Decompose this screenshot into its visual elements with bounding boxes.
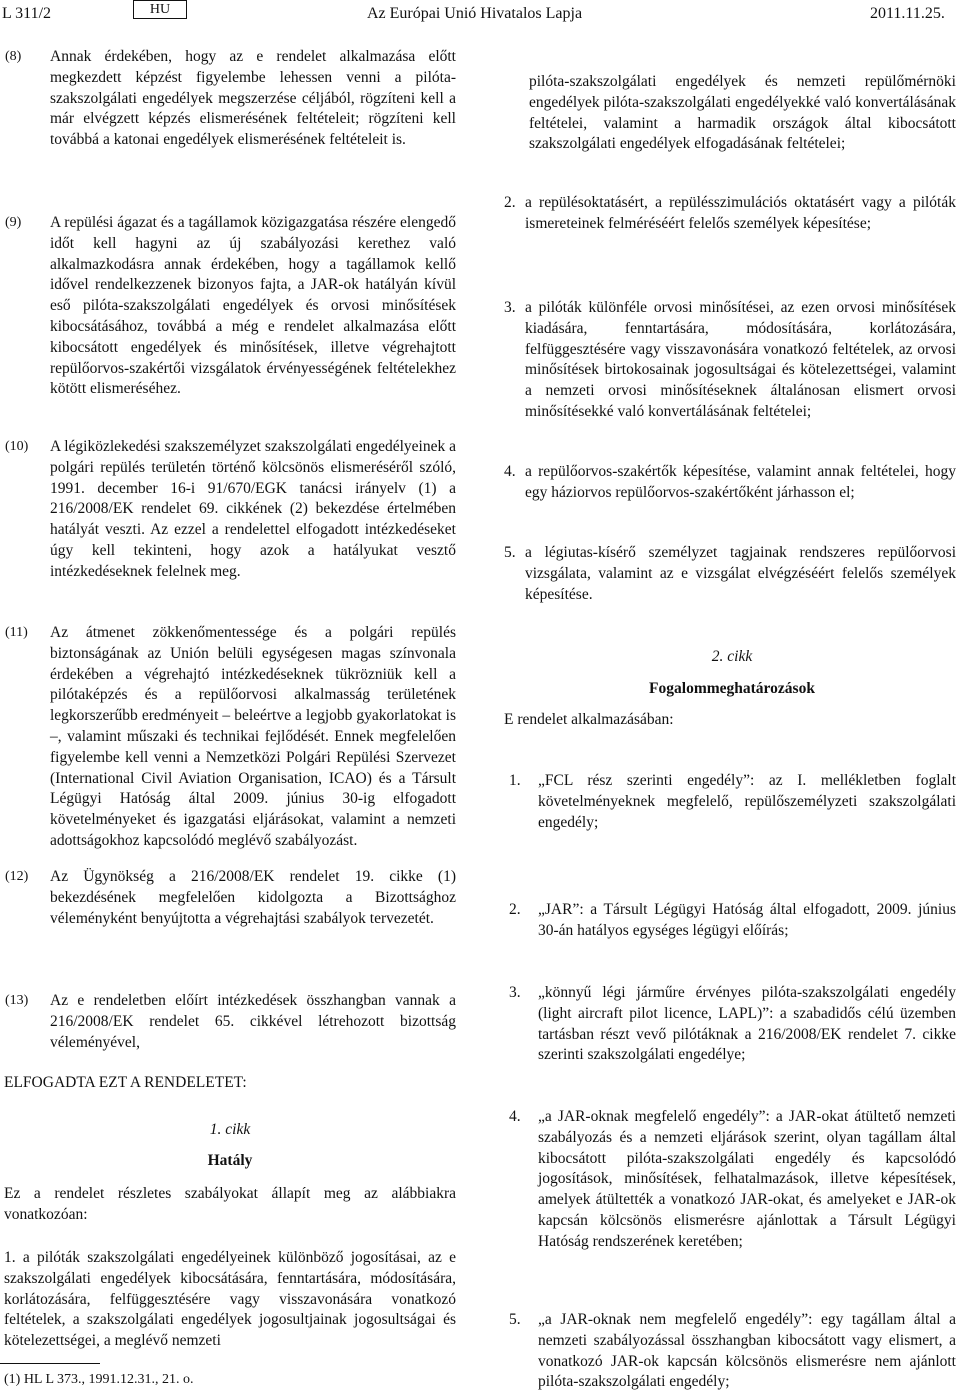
- article-1-item-3: [504, 298, 956, 423]
- definition-number: 3.: [509, 984, 521, 1001]
- article-1-intro: Ez a rendelet részletes szabályokat állapít meg az alábbiakra vonatkozóan:: [4, 1185, 456, 1223]
- item-text: a légiutas-kísérő személyzet tagjainak rendszeres repülőorvosi vizsgálata, valamint az e vizsgálat elvégzéséért felelős személyek képesítése.: [525, 544, 956, 603]
- adoption-statement: ELFOGADTA EZT A RENDELETET:: [4, 1074, 247, 1091]
- recital-text: A légiközlekedési szakszemélyzet szakszolgálati engedélyeinek a polgári repülés területén történő kölcsönös elismeréséről szóló, 1991. december 16-i 91/670/EGK tanácsi irányelv (1) a 216/2008/EK rendelet 69. cikkének (2) bekezdése értelmében hatályát veszti. Az ezzel a rendelettel elfogadott intézkedéseket úgy kell tekinteni, hogy azok a hatályukat vesztő intézkedéseknek felelnek meg.: [50, 438, 456, 580]
- recital-number: (13): [5, 993, 29, 1008]
- item-text: a repülésoktatásért, a repülésszimulációs oktatásért vagy a pilóták ismereteinek felméréséért felelős személyek képesítése;: [525, 194, 956, 232]
- journal-title: Az Európai Unió Hivatalos Lapja: [367, 5, 583, 22]
- definition-text: „FCL rész szerinti engedély”: az I. mellékletben foglalt követelményeknek megfelelő, repülőszemélyzeti szakszolgálati engedély;: [538, 772, 956, 831]
- definition-number: 2.: [509, 901, 521, 918]
- recital-13: [0, 991, 460, 1053]
- article-1-item-2: [504, 193, 956, 235]
- article-1-item-1: 1. a pilóták szakszolgálati engedélyeinek különböző jogosításai, az e szakszolgálati engedélyek kibocsátására, fenntartására, módosítására, korlátozására, felfüggesztésére vagy visszavonására vonatkozó feltételek, a szakszolgálati engedélyek jogosultjainak jogosultságai és kötelezettségei, a meglévő nemzeti: [4, 1249, 456, 1350]
- page-header: [0, 0, 960, 30]
- recital-number: (11): [5, 625, 28, 640]
- definition-text: „könnyű légi járműre érvényes pilóta-szakszolgálati engedély (light aircraft pilot licence, LAPL)”: a szabadidős célú üzemben tartásban részt vevő pilótáknak a 216/2008/EK rendelet 7. cikke szerinti szakszolgálati engedélye;: [538, 984, 956, 1064]
- recital-9: [0, 213, 460, 400]
- article-1-number: 1. cikk: [209, 1121, 251, 1138]
- language-box: HU: [133, 0, 187, 19]
- recital-text: A repülési ágazat és a tagállamok közigazgatása részére elengedő időt kell hagyni az új szabályozási kerethez való alkalmazkodásra annak érdekében, hogy a tagállamok kellő idővel rendelkezzenek bizonyos fajta, a JAR-ok hatályán kívül eső pilóta-szakszolgálati engedélyek és orvosi minősítések kibocsátásához, továbbá a még e rendelet alkalmazása előtt kibocsátott engedélyek és minősítések, illetve végrehajtott repülőorvos-szakértői vizsgálatok érvényességének feltételekhez kötött elismeréséhez.: [50, 214, 456, 398]
- definition-number: 1.: [509, 772, 521, 789]
- recital-text: Az Ügynökség a 216/2008/EK rendelet 19. cikke (1) bekezdésének megfelelően kidolgozta a Bizottsághoz véleményként benyújtotta a végrehajtási szabályok tervezetét.: [50, 868, 456, 927]
- definition-number: 4.: [509, 1108, 521, 1125]
- recital-number: (8): [5, 49, 22, 64]
- recital-8: [0, 47, 460, 151]
- definition-1: [509, 771, 956, 833]
- recital-text: Annak érdekében, hogy az e rendelet alkalmazása előtt megkezdett képzést figyelembe lehessen venni a pilóta-szakszolgálati engedélyek megszerzése céljából, rögzíteni kell a már elvégzett képzés elismerésének feltételeit; rögzíteni kell továbbá a katonai engedélyek elismerésének feltételeit is.: [50, 48, 456, 149]
- article-2-title: Fogalommeghatározások: [649, 680, 815, 697]
- item-1-continuation: pilóta-szakszolgálati engedélyek és nemzeti repülőmérnöki engedélyek pilóta-szakszolgálati engedélyekké való konvertálásának feltételei, valamint a harmadik országok által kibocsátott szakszolgálati engedélyek elfogadásának feltételei;: [529, 73, 956, 153]
- item-text: a repülőorvos-szakértők képesítése, valamint annak feltételei, hogy egy háziorvos repülőorvos-szakértőként járhasson el;: [525, 463, 956, 501]
- item-number: 2.: [504, 194, 516, 211]
- article-1-item-4: [504, 462, 956, 504]
- definition-4: [509, 1107, 956, 1253]
- publication-date: 2011.11.25.: [870, 5, 945, 22]
- recital-10: [0, 437, 460, 583]
- definition-5: [509, 1310, 956, 1393]
- item-number: 3.: [504, 299, 516, 316]
- page-reference: L 311/2: [2, 5, 52, 22]
- definition-text: „a JAR-oknak nem megfelelő engedély”: egy tagállam által a nemzeti szabályozással összhangban kibocsátott vagy elismert, a vonatkozó JAR-ok kapcsán kölcsönös elismerésre nem ajánlott pilóta-szakszolgálati engedély;: [538, 1311, 956, 1391]
- recital-11: [0, 623, 460, 852]
- footnote-divider: [0, 1363, 100, 1364]
- item-text: a pilóták különféle orvosi minősítései, az ezen orvosi minősítések kiadására, fenntartására, módosítására, korlátozására, felfüggesztésére vagy visszavonására vonatkozó feltételek, az orvosi minősítések birtokosainak jogosultságai és kötelezettségei, valamint a nemzeti orvosi minősítéseknek általánosan elismert orvosi minősítésekké való konvertálásának feltételei;: [525, 299, 956, 420]
- recital-text: Az átmenet zökkenőmentessége és a polgári repülés biztonságának az Unión belüli egységesen magas színvonala érdekében a végrehajtó intézkedéseknek tükrözniük kell a pilótaképzés és a repülőorvosi alkalmasság területének legkorszerűbb eredményeit – beleértve a legjobb gyakorlatokat is –, valamint műszaki és technikai fejlődését. Ennek megfelelően figyelembe kell venni a Nemzetközi Polgári Repülési Szervezet (International Civil Aviation Organisation, ICAO) és a Társult Légügyi Hatóság által 2009. június 30-ig elfogadott követelményeket és igazgatási eljárásokat, valamint a nemzeti adottságokhoz kapcsolódó meglévő szabályozást.: [50, 624, 456, 849]
- recital-number: (10): [5, 439, 29, 454]
- definition-2: [509, 900, 956, 942]
- item-number: 4.: [504, 463, 516, 480]
- recital-number: (9): [5, 215, 22, 230]
- article-1-item-5: [504, 543, 956, 605]
- article-2-intro: E rendelet alkalmazásában:: [504, 711, 674, 728]
- footnote: (1) HL L 373., 1991.12.31., 21. o.: [4, 1372, 194, 1387]
- recital-text: Az e rendeletben előírt intézkedések összhangban vannak a 216/2008/EK rendelet 65. cikkével létrehozott bizottság véleményével,: [50, 992, 456, 1051]
- recital-12: [0, 867, 460, 929]
- definition-3: [509, 983, 956, 1066]
- definition-text: „JAR”: a Társult Légügyi Hatóság által elfogadott, 2009. június 30-án hatályos egységes légügyi előírás;: [538, 901, 956, 939]
- item-number: 5.: [504, 544, 516, 561]
- article-1-title: Hatály: [207, 1152, 253, 1169]
- article-2-number: 2. cikk: [711, 648, 753, 665]
- definition-text: „a JAR-oknak megfelelő engedély”: a JAR-okat átültető nemzeti szabályozás és a nemzeti eljárások szerint, olyan tagállam által kibocsátott pilóta-szakszolgálati engedély és kapcsolódó jogosítások, minősítések, felhatalmazások, illetve képesítések, amelyek átültették a vonatkozó JAR-okat, és amelyeket e JAR-ok kapcsán kölcsönös elismerésre ajánlottak a Társult Légügyi Hatóság rendszerének keretében;: [538, 1108, 956, 1250]
- definition-number: 5.: [509, 1311, 521, 1328]
- recital-number: (12): [5, 869, 29, 884]
